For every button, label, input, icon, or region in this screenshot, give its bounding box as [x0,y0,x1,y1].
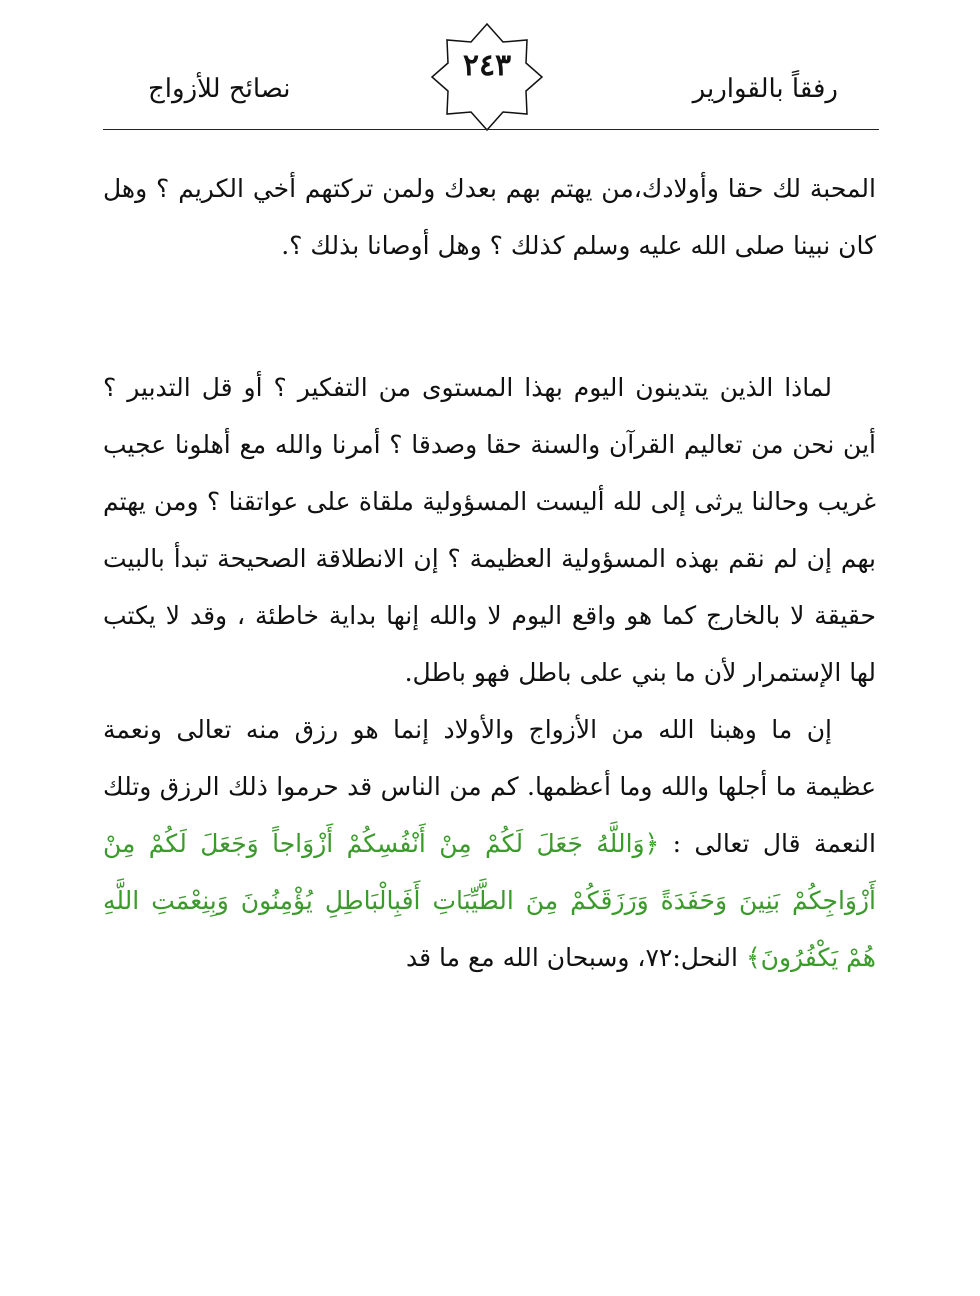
quran-verse: ﴿وَاللَّهُ جَعَلَ لَكُمْ مِنْ أَنْفُسِكُمْ أَزْوَاجاً وَجَعَلَ لَكُمْ مِنْ أَزْوَاجِكُمْ بَنِينَ وَحَفَدَةً وَرَزَقَكُمْ مِنَ الطَّيِّبَاتِ أَفَبِالْبَاطِلِ يُؤْمِنُونَ وَبِنِعْمَتِ اللَّهِ هُمْ يَكْفُرُونَ﴾ [103,829,876,972]
paragraph-continuation: المحبة لك حقا وأولادك،من يهتم بهم بعدك ولمن تركتهم أخي الكريم ؟ وهل كان نبينا صلى الله عليه وسلم كذلك ؟ وهل أوصانا بذلك ؟. [103,174,876,260]
page-body [103,160,876,986]
paragraph-blessing-intro: إن ما وهبنا الله من الأزواج والأولاد إنما هو رزق منه تعالى ونعمة عظيمة ما أجلها والله وما أعظمها. كم من الناس قد حرموا ذلك الرزق وتلك النعمة قال تعالى : [103,715,876,858]
paragraph-gap [103,274,876,359]
paragraph-blessing [103,701,876,986]
page-header [0,0,980,140]
book-section-title: نصائح للأزواج [148,74,291,104]
book-title: رفقاً بالقوارير [692,74,838,104]
verse-reference: النحل:٧٢، وسبحان الله مع ما قد [406,943,746,972]
header-divider [103,129,879,130]
paragraph-responsibility: لماذا الذين يتدينون اليوم بهذا المستوى من التفكير ؟ أو قل التدبير ؟ أين نحن من تعاليم القرآن والسنة حقا وصدقا ؟ أمرنا والله مع أهلونا عجيب غريب وحالنا يرثى إلى لله أليست المسؤولية ملقاة على عواتقنا ؟ ومن يهتم بهم إن لم نقم بهذه المسؤولية العظيمة ؟ إن الانطلاقة الصحيحة تبدأ بالبيت حقيقة لا بالخارج كما هو واقع اليوم لا والله إنها بداية خاطئة ، وقد لا يكتب لها الإستمرار لأن ما بني على باطل فهو باطل. [103,373,876,687]
page-number: ٢٤٣ [462,48,512,83]
